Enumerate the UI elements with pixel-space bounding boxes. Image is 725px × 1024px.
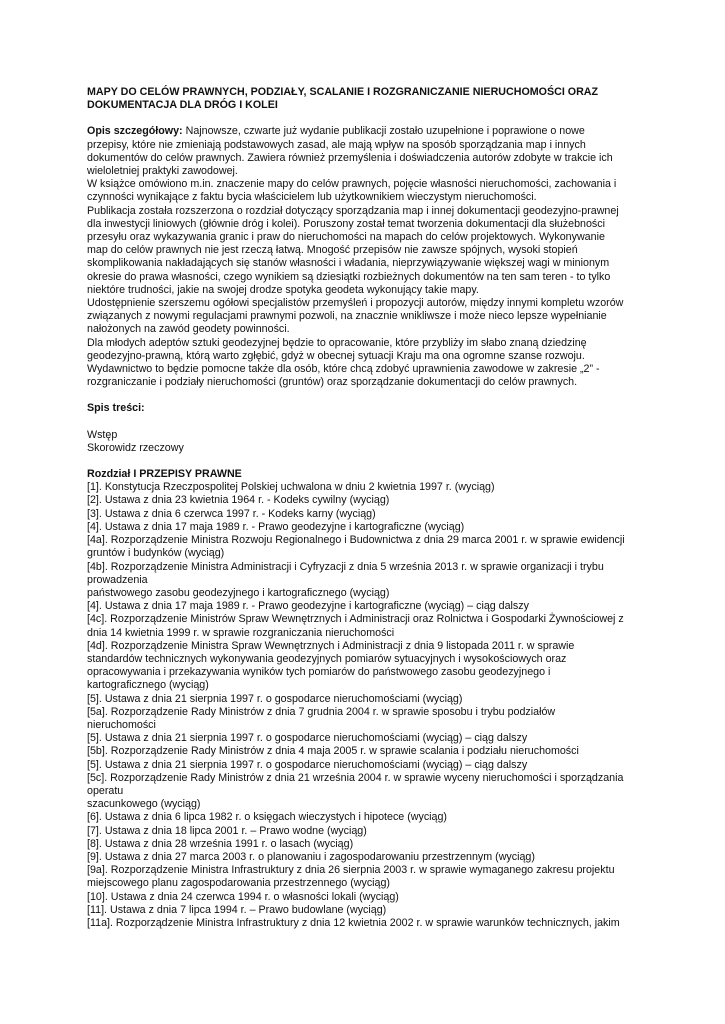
toc-item-index: Skorowidz rzeczowy [87, 441, 184, 454]
reference-line: [6]. Ustawa z dnia 6 lipca 1982 r. o księgach wieczystych i hipotece (wyciąg) [87, 811, 447, 824]
reference-line: [1]. Konstytucja Rzeczpospolitej Polskiej uchwalona w dniu 2 kwietnia 1997 r. (wyciąg) [87, 481, 495, 494]
description-line: skomplikowania nakładających się stanów własności i władania, nieprzywiązywanie większej wagi w minionym [87, 257, 610, 270]
reference-line: opracowywania i przekazywania wyników tych pomiarów do państwowego zasobu geodezyjnego i [87, 666, 551, 679]
reference-line: [4]. Ustawa z dnia 17 maja 1989 r. - Prawo geodezyjne i kartograficzne (wyciąg) – ciąg dalszy [87, 600, 529, 613]
description-line: wieloletniej praktyki zawodowej. [87, 165, 238, 178]
description-section [87, 125, 642, 389]
toc-item-intro: Wstęp [87, 428, 118, 441]
reference-line: [5a]. Rozporządzenie Rady Ministrów z dnia 7 grudnia 2004 r. w sprawie sposobu i trybu podziałów [87, 705, 556, 718]
description-line: Publikacja została rozszerzona o rozdział dotyczący sporządzania map i innej dokumentacji geodezyjno-prawnej [87, 204, 619, 217]
reference-line: [2]. Ustawa z dnia 23 kwietnia 1964 r. - Kodeks cywilny (wyciąg) [87, 494, 390, 507]
description-line: map do celów prawnych nie jest rzeczą łatwą. Mnogość przepisów nie zawsze spójnych, wysoki stopień [87, 244, 578, 257]
reference-line: [5]. Ustawa z dnia 21 sierpnia 1997 r. o gospodarce nieruchomościami (wyciąg) – ciąg dalszy [87, 732, 528, 745]
reference-line: [9]. Ustawa z dnia 27 marca 2003 r. o planowaniu i zagospodarowaniu przestrzennym (wyciąg) [87, 850, 535, 863]
description-line: nałożonych na zawód geodety powinności. [87, 323, 290, 336]
reference-line: nieruchomości [87, 718, 156, 731]
description-line: W książce omówiono m.in. znaczenie mapy do celów prawnych, pojęcie własności nieruchomości, zachowania i [87, 178, 617, 191]
reference-line: miejscowego planu zagospodarowania przestrzennego (wyciąg) [87, 877, 390, 890]
reference-line: [11a]. Rozporządzenie Ministra Infrastruktury z dnia 12 kwietnia 2002 r. w sprawie warunków technicznych, jakim [87, 916, 620, 929]
description-line: geodezyjno-prawną, którą warto zgłębić, gdyż w obecnej sytuacji Kraju ma ona ogromne szanse rozwoju. [87, 349, 585, 362]
reference-line: [10]. Ustawa z dnia 24 czerwca 1994 r. o własności lokali (wyciąg) [87, 890, 399, 903]
toc-list [87, 429, 642, 455]
reference-line: [4b]. Rozporządzenie Ministra Administracji i Cyfryzacji z dnia 5 września 2013 r. w sprawie organizacji i trybu [87, 560, 604, 573]
reference-line: [11]. Ustawa z dnia 7 lipca 1994 r. – Prawo budowlane (wyciąg) [87, 903, 387, 916]
chapter-heading: Rozdział I PRZEPISY PRAWNE [87, 468, 242, 481]
description-line: Udostępnienie szerszemu ogółowi specjalistów przemyśleń i propozycji autorów, między innymi kompletu wzorów [87, 297, 624, 310]
reference-line: państwowego zasobu geodezyjnego i kartograficznego (wyciąg) [87, 586, 390, 599]
description-line: dokumentów do celów prawnych. Zawiera również przemyślenia i doświadczenia autorów zdobyte w trakcie ich [87, 151, 613, 164]
description-line: okresie do prawa własności, czego wynikiem są dziesiątki rozbieżnych dokumentów na ten sam teren - to tylko [87, 270, 611, 283]
description-line: przesyłu oraz wykazywania granic i praw do nieruchomości na mapach do celów projektowych. Wykonywanie [87, 231, 605, 244]
description-line: dla inwestycji liniowych (głównie dróg i kolei). Poruszony został temat tworzenia dokumentacji dla służebności [87, 217, 605, 230]
description-line: Dla młodych adeptów sztuki geodezyjnej będzie to opracowanie, które przybliży im słabo znaną dziedzinę [87, 336, 587, 349]
description-line: rozgraniczanie i podziały nieruchomości (gruntów) oraz sporządzanie dokumentacji do celów prawnych. [87, 376, 578, 389]
reference-line: [3]. Ustawa z dnia 6 czerwca 1997 r. - Kodeks karny (wyciąg) [87, 507, 376, 520]
title-line: MAPY DO CELÓW PRAWNYCH, PODZIAŁY, SCALANIE I ROZGRANICZANIE NIERUCHOMOŚCI ORAZ [87, 86, 599, 98]
reference-line: standardów technicznych wykonywania geodezyjnych pomiarów sytuacyjnych i wysokościowych oraz [87, 652, 567, 665]
toc-heading: Spis treści: [87, 402, 145, 415]
reference-line: prowadzenia [87, 573, 148, 586]
description-line: niektóre trudności, jakie na swojej drodze spotyka geodeta wykonujący takie mapy. [87, 283, 479, 296]
reference-line: [4]. Ustawa z dnia 17 maja 1989 r. - Prawo geodezyjne i kartograficzne (wyciąg) [87, 520, 465, 533]
reference-line: [4c]. Rozporządzenie Ministrów Spraw Wewnętrznych i Administracji oraz Rolnictwa i Gospodarki Żywnościowej z [87, 613, 624, 626]
reference-line: [7]. Ustawa z dnia 18 lipca 2001 r. – Prawo wodne (wyciąg) [87, 824, 367, 837]
description-line: związanych z nowymi regulacjami prawnymi pozwoli, na znacznie wnikliwsze i może nieco lepsze wypełnianie [87, 310, 607, 323]
reference-line: dnia 14 kwietnia 1999 r. w sprawie rozgraniczania nieruchomości [87, 626, 395, 639]
description-line: Wydawnictwo to będzie pomocne także dla osób, które chcą zdobyć uprawnienia zawodowe w zakresie „2” - [87, 363, 600, 376]
reference-line: kartograficznego (wyciąg) [87, 679, 209, 692]
description-first-line [87, 125, 642, 138]
reference-line: [5b]. Rozporządzenie Rady Ministrów z dnia 4 maja 2005 r. w sprawie scalania i podziału nieruchomości [87, 745, 579, 758]
description-label: Opis szczegółowy: [87, 125, 183, 138]
reference-line: [4d]. Rozporządzenie Ministra Spraw Wewnętrznych i Administracji z dnia 9 listopada 2011 r. w sprawie [87, 639, 575, 652]
reference-line: [5c]. Rozporządzenie Rady Ministrów z dnia 21 września 2004 r. w sprawie wyceny nieruchomości i sporządzania [87, 771, 624, 784]
document-page [87, 86, 642, 930]
reference-line: operatu [87, 784, 124, 797]
reference-line: gruntów i budynków (wyciąg) [87, 547, 225, 560]
reference-line: [8]. Ustawa z dnia 28 września 1991 r. o lasach (wyciąg) [87, 837, 354, 850]
description-line: przepisy, które nie zmieniają podstawowych zasad, ale mają wpływ na sposób sporządzania map i innych [87, 138, 586, 151]
reference-line: [4a]. Rozporządzenie Ministra Rozwoju Regionalnego i Budownictwa z dnia 29 marca 2001 r. w sprawie ewidencji [87, 534, 625, 547]
reference-line: szacunkowego (wyciąg) [87, 798, 201, 811]
chapter-references [87, 481, 642, 930]
reference-line: [9a]. Rozporządzenie Ministra Infrastruktury z dnia 26 sierpnia 2003 r. w sprawie wymaganego zakresu projektu [87, 864, 615, 877]
description-text: Najnowsze, czwarte już wydanie publikacji zostało uzupełnione i poprawione o nowe [182, 125, 585, 138]
reference-line: [5]. Ustawa z dnia 21 sierpnia 1997 r. o gospodarce nieruchomościami (wyciąg) – ciąg dalszy [87, 758, 528, 771]
description-line: czynności wynikające z faktu bycia właścicielem lub użytkownikiem wieczystym nieruchomości. [87, 191, 537, 204]
document-title [87, 86, 642, 112]
title-line: DOKUMENTACJA DLA DRÓG I KOLEI [87, 99, 278, 112]
reference-line: [5]. Ustawa z dnia 21 sierpnia 1997 r. o gospodarce nieruchomościami (wyciąg) [87, 692, 463, 705]
